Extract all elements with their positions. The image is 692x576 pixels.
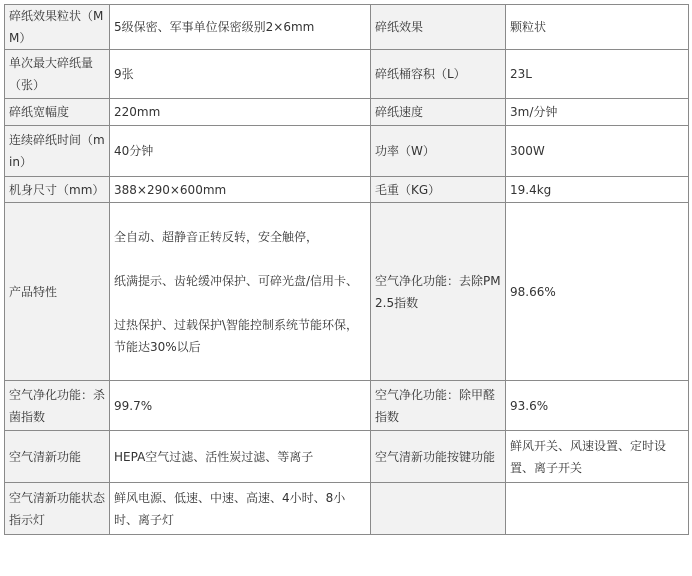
spec-value: 300W [506,126,689,177]
table-row [5,126,689,177]
spec-value: 鲜风开关、风速设置、定时设置、离子开关 [506,431,689,483]
spec-label: 碎纸桶容积（L） [371,50,506,99]
spec-label: 产品特性 [5,203,110,381]
spec-value [506,483,689,535]
spec-value: 93.6% [506,381,689,431]
spacer [114,248,366,270]
spec-label: 空气净化功能：去除PM2.5指数 [371,203,506,381]
spec-label: 毛重（KG） [371,177,506,203]
spec-label: 空气清新功能按键功能 [371,431,506,483]
table-row [5,431,689,483]
spec-label: 碎纸宽幅度 [5,99,110,126]
feature-line: 纸满提示、齿轮缓冲保护、可碎光盘/信用卡、 [114,273,359,288]
table-row [5,381,689,431]
table-row [5,99,689,126]
spec-label: 空气净化功能：杀菌指数 [5,381,110,431]
spec-label: 空气清新功能状态指示灯 [5,483,110,535]
spec-label: 空气净化功能：除甲醛指数 [371,381,506,431]
spec-value: 3m/分钟 [506,99,689,126]
spec-label: 碎纸效果粒状（MM） [5,5,110,50]
spec-value [110,203,371,381]
spec-value: 388×290×600mm [110,177,371,203]
spec-value: 40分钟 [110,126,371,177]
spec-label: 机身尺寸（mm） [5,177,110,203]
table-row [5,177,689,203]
table-row [5,5,689,50]
spec-value: 19.4kg [506,177,689,203]
feature-line: 过热保护、过载保护\智能控制系统节能环保，节能达30%以后 [114,317,359,354]
table-row [5,203,689,381]
spec-value: 99.7% [110,381,371,431]
spec-label: 碎纸速度 [371,99,506,126]
spec-table [4,4,689,535]
table-row [5,50,689,99]
spec-value: 23L [506,50,689,99]
spec-label: 碎纸效果 [371,5,506,50]
spec-label: 功率（W） [371,126,506,177]
spec-value: 220mm [110,99,371,126]
spec-value: HEPA空气过滤、活性炭过滤、等离子 [110,431,371,483]
spec-label [371,483,506,535]
spec-label: 连续碎纸时间（min） [5,126,110,177]
spec-label: 空气清新功能 [5,431,110,483]
spec-value: 鲜风电源、低速、中速、高速、4小时、8小时、离子灯 [110,483,371,535]
spec-label: 单次最大碎纸量（张） [5,50,110,99]
feature-line: 全自动、超静音正转反转，安全触停， [114,229,319,244]
table-row [5,483,689,535]
spec-value: 颗粒状 [506,5,689,50]
spec-value: 9张 [110,50,371,99]
spec-value: 5级保密、军事单位保密级别2×6mm [110,5,371,50]
spec-value: 98.66% [506,203,689,381]
spacer [114,292,366,314]
